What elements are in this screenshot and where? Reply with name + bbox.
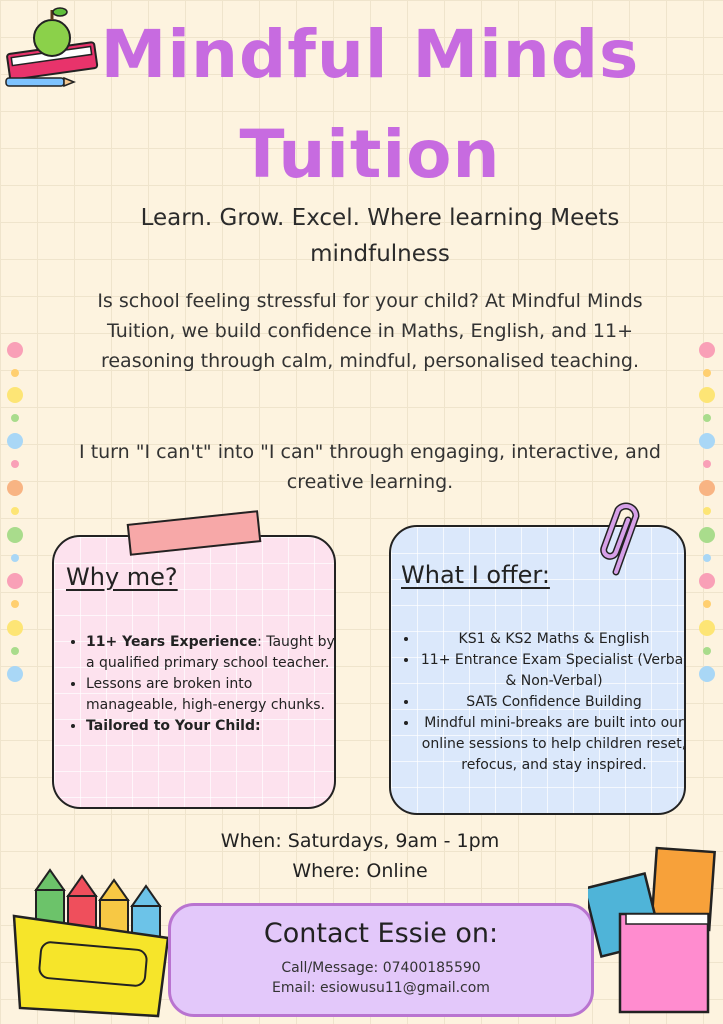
title-line-1: Mindful Minds (100, 16, 640, 93)
when-text: When: Saturdays, 9am - 1pm (220, 830, 500, 852)
paperclip-icon (600, 502, 650, 578)
tagline: Learn. Grow. Excel. Where learning Meets mindfulness (140, 205, 620, 267)
title-line-2: Tuition (239, 116, 501, 193)
why-me-list (64, 632, 336, 737)
contact-email[interactable]: Email: esiowusu11@gmail.com (272, 980, 490, 996)
contact-box (168, 903, 594, 1017)
list-item: • SATs Confidence Building (419, 692, 689, 713)
list-item: • KS1 & KS2 Maths & English (419, 629, 689, 650)
contact-phone[interactable]: Call/Message: 07400185590 (281, 960, 481, 976)
crayons-box-icon (8, 868, 176, 1018)
why-me-title: Why me? (66, 563, 178, 591)
list-item-bold: Tailored to Your Child: (86, 718, 261, 734)
list-item (86, 632, 336, 674)
why-me-card (52, 535, 336, 809)
list-item (86, 716, 336, 737)
list-item-text: : Taught by a qualified primary school teacher. (86, 634, 335, 671)
where-text: Where: Online (292, 860, 428, 882)
intro-paragraph-1: Is school feeling stressful for your child? At Mindful Minds Tuition, we build confidence in Maths, English, and 11+ reasoning through calm, mindful, personalised teaching. (97, 290, 643, 372)
list-item: • Lessons are broken into manageable, high-energy chunks. (86, 674, 336, 716)
list-item-bold: 11+ Years Experience (86, 634, 258, 650)
list-item: • 11+ Entrance Exam Specialist (Verbal & Non-Verbal) (419, 650, 689, 692)
what-i-offer-title: What I offer: (401, 561, 550, 589)
intro-paragraph-2: I turn "I can't" into "I can" through engaging, interactive, and creative learning. (79, 441, 661, 493)
offer-list (397, 629, 689, 776)
books-stack-icon (588, 842, 718, 1020)
list-item: • Mindful mini-breaks are built into our online sessions to help children reset, refocus, and stay inspired. (419, 713, 689, 776)
contact-title: Contact Essie on: (263, 918, 499, 949)
